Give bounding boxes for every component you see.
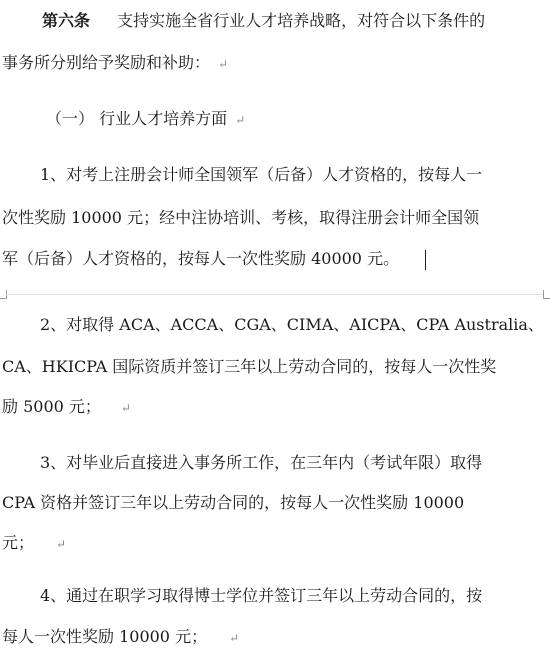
section-title: （一） 行业人才培养方面: [46, 109, 228, 128]
item-3-line-3: [2, 530, 66, 553]
page-break-divider: [0, 290, 550, 298]
text-cursor: [425, 250, 426, 270]
item-4-line-2: [2, 624, 239, 647]
article-intro-text: 支持实施全省行业人才培养战略，对符合以下条件的: [117, 11, 486, 30]
item-4-line-1: 4、通过在职学习取得博士学位并签订三年以上劳动合同的，按: [40, 586, 483, 605]
article-intro-line2: 事务所分别给予奖励和补助：: [2, 53, 211, 72]
item-2-line-3: [2, 394, 131, 417]
paragraph-mark-icon: ↵: [120, 401, 131, 415]
article-heading-line: [42, 8, 485, 31]
item-2-line-2: CA、HKICPA 国际资质并签订三年以上劳动合同的，按每人一次性奖: [2, 357, 497, 376]
item-1-line-3-text: 军（后备）人才资格的，按每人一次性奖励 40000 元。: [2, 249, 400, 268]
item-3-line-1: 3、对毕业后直接进入事务所工作，在三年内（考试年限）取得: [40, 453, 483, 472]
item-2-line-3-text: 励 5000 元；: [2, 397, 101, 416]
item-3-line-3-text: 元；: [2, 533, 35, 552]
item-1-line-2: 次性奖励 10000 元；经中注协培训、考核，取得注册会计师全国领: [2, 208, 480, 227]
article-intro-continued: [2, 50, 228, 73]
paragraph-mark-icon: ↵: [235, 113, 246, 127]
page-break-rule: [6, 294, 544, 295]
item-1-line-3: [2, 246, 426, 270]
item-1-line-1: 1、对考上注册会计师全国领军（后备）人才资格的，按每人一: [40, 165, 483, 184]
item-4-line-2-text: 每人一次性奖励 10000 元；: [2, 627, 208, 646]
item-2-line-1: 2、对取得 ACA、ACCA、CGA、CIMA、AICPA、CPA Australia、: [40, 315, 544, 334]
paragraph-mark-icon: ↵: [56, 537, 67, 551]
paragraph-mark-icon: ↵: [218, 57, 229, 71]
item-3-line-2: CPA 资格并签订三年以上劳动合同的，按每人一次性奖励 10000: [2, 493, 465, 512]
section-title-line: [46, 106, 245, 129]
page-corner-right: [543, 290, 550, 299]
paragraph-mark-icon: ↵: [229, 631, 240, 645]
article-heading: 第六条: [42, 11, 91, 30]
